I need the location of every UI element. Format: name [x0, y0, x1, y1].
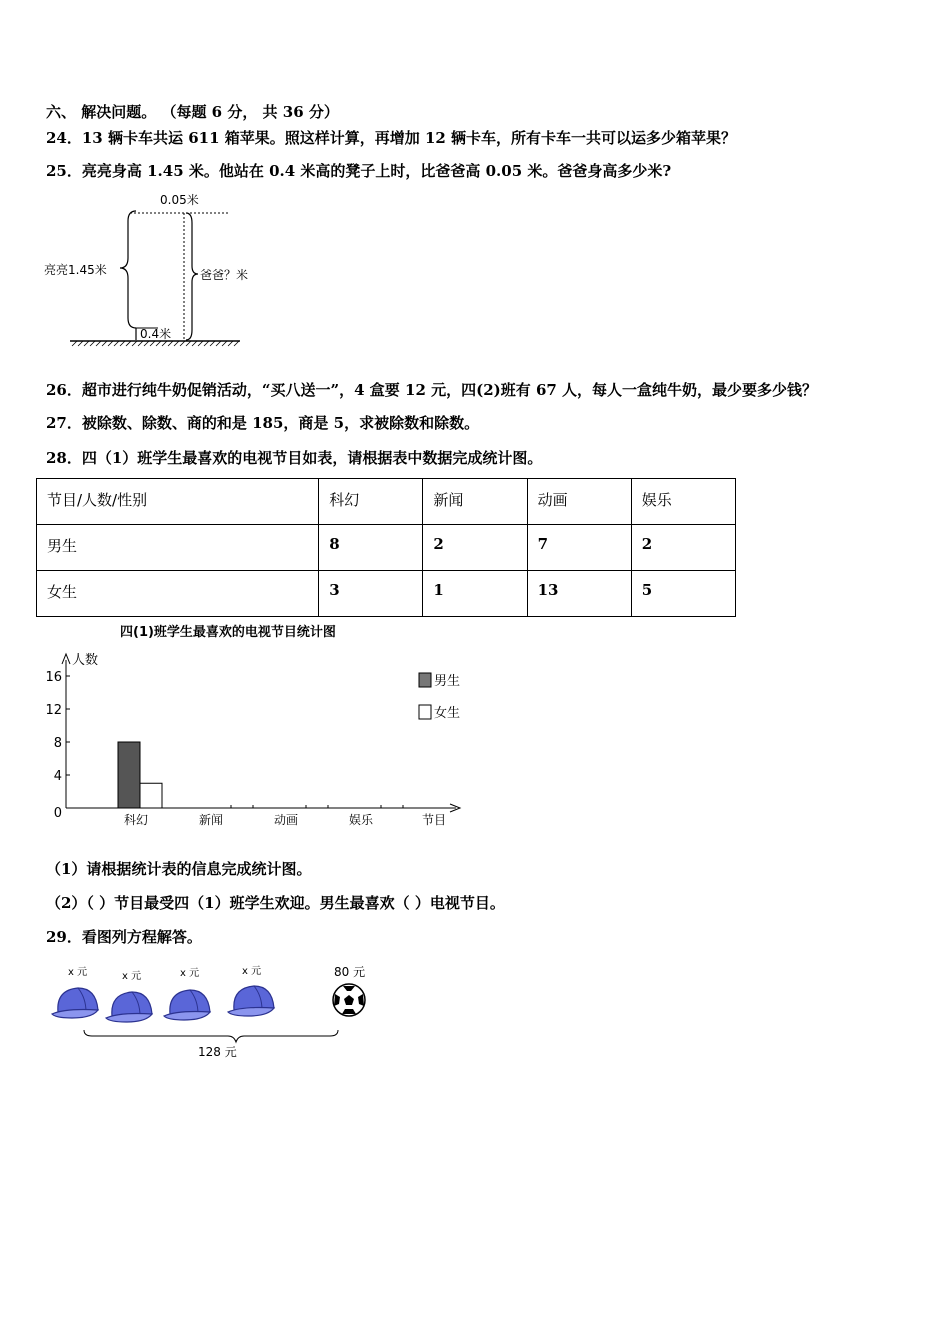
- table-header-row: [37, 479, 736, 525]
- legend-swatch-boys: [419, 673, 431, 687]
- table-header-cell: 科幻: [319, 479, 423, 525]
- legend-label-boys: 男生: [434, 674, 461, 689]
- y-tick-label: 4: [53, 769, 62, 784]
- cap-icon: [52, 988, 98, 1018]
- table-header-cell: 节目/人数/性别: [37, 479, 319, 525]
- x-category-label: 新闻: [198, 813, 224, 827]
- table-header-cell: 娱乐: [631, 479, 735, 525]
- bar-chart: [36, 618, 476, 833]
- table-header-cell: 新闻: [423, 479, 527, 525]
- right-brace: [186, 213, 198, 340]
- x-axis-label: 节目: [422, 813, 447, 827]
- question-26: 26．超市进行纯牛奶促销活动，“买八送一”，4 盒要 12 元，四(2)班有 67 人，每人一盒纯牛奶，最少要多少钱？: [46, 381, 818, 399]
- cap-label: x 元: [242, 966, 262, 977]
- bar-girls: [140, 783, 162, 808]
- caps-and-ball-figure: [48, 960, 388, 1065]
- question-29: 29．看图列方程解答。: [46, 928, 202, 946]
- y-tick-label: 16: [45, 670, 62, 685]
- x-category-label: 娱乐: [348, 813, 374, 827]
- ball-label: 80 元: [334, 965, 366, 979]
- table-row: [37, 571, 736, 617]
- cap-icon: [164, 990, 210, 1020]
- question-28-sub2: （2）（ ）节目最受四（1）班学生欢迎。男生最喜欢（ ）电视节目。: [46, 894, 505, 912]
- question-24: 24．13 辆卡车共运 611 箱苹果。照这样计算，再增加 12 辆卡车，所有卡车一共可以运多少箱苹果？: [46, 129, 737, 147]
- x-category-label: 科幻: [123, 813, 149, 827]
- height-diagram: [40, 188, 280, 358]
- legend-label-girls: 女生: [434, 706, 461, 721]
- cap-label: x 元: [180, 968, 200, 979]
- cap-label: x 元: [122, 971, 142, 982]
- table-row: [37, 525, 736, 571]
- y-tick-label: 8: [53, 736, 62, 751]
- question-28-sub1: （1）请根据统计表的信息完成统计图。: [46, 860, 312, 878]
- table-cell: 3: [319, 571, 423, 617]
- table-cell: 13: [527, 571, 631, 617]
- row-label: 男生: [37, 525, 319, 571]
- table-cell: 1: [423, 571, 527, 617]
- question-27: 27．被除数、除数、商的和是 185，商是 5，求被除数和除数。: [46, 414, 480, 432]
- top-label: 0.05米: [160, 193, 199, 207]
- right-label: 爸爸？米: [200, 268, 249, 282]
- y-axis-label: 人数: [72, 653, 99, 668]
- total-label: 128 元: [198, 1045, 237, 1059]
- tv-program-table: [36, 478, 736, 617]
- soccer-ball-icon: [333, 984, 365, 1016]
- cap-icon: [228, 986, 274, 1016]
- table-cell: 5: [631, 571, 735, 617]
- table-cell: 7: [527, 525, 631, 571]
- left-label: 亮亮1.45米: [44, 263, 107, 277]
- bar-boys: [118, 742, 140, 808]
- table-cell: 2: [423, 525, 527, 571]
- table-header-cell: 动画: [527, 479, 631, 525]
- y-tick-label: 12: [45, 703, 62, 718]
- total-bracket: [84, 1030, 338, 1042]
- cap-icon: [106, 992, 152, 1022]
- table-cell: 8: [319, 525, 423, 571]
- cap-label: x 元: [68, 967, 88, 978]
- table-cell: 2: [631, 525, 735, 571]
- row-label: 女生: [37, 571, 319, 617]
- section-heading: 六、 解决问题。 （每题 6 分， 共 36 分）: [46, 103, 339, 121]
- chart-title: 四(1)班学生最喜欢的电视节目统计图: [120, 625, 336, 640]
- y-tick-label: 0: [53, 806, 62, 821]
- stool-label: 0.4米: [140, 327, 172, 341]
- question-25: 25．亮亮身高 1.45 米。他站在 0.4 米高的凳子上时，比爸爸高 0.05 米。爸爸身高多少米?: [46, 162, 672, 180]
- legend-swatch-girls: [419, 705, 431, 719]
- x-category-label: 动画: [273, 813, 299, 827]
- left-brace: [120, 211, 136, 328]
- question-28: 28．四（1）班学生最喜欢的电视节目如表，请根据表中数据完成统计图。: [46, 449, 543, 467]
